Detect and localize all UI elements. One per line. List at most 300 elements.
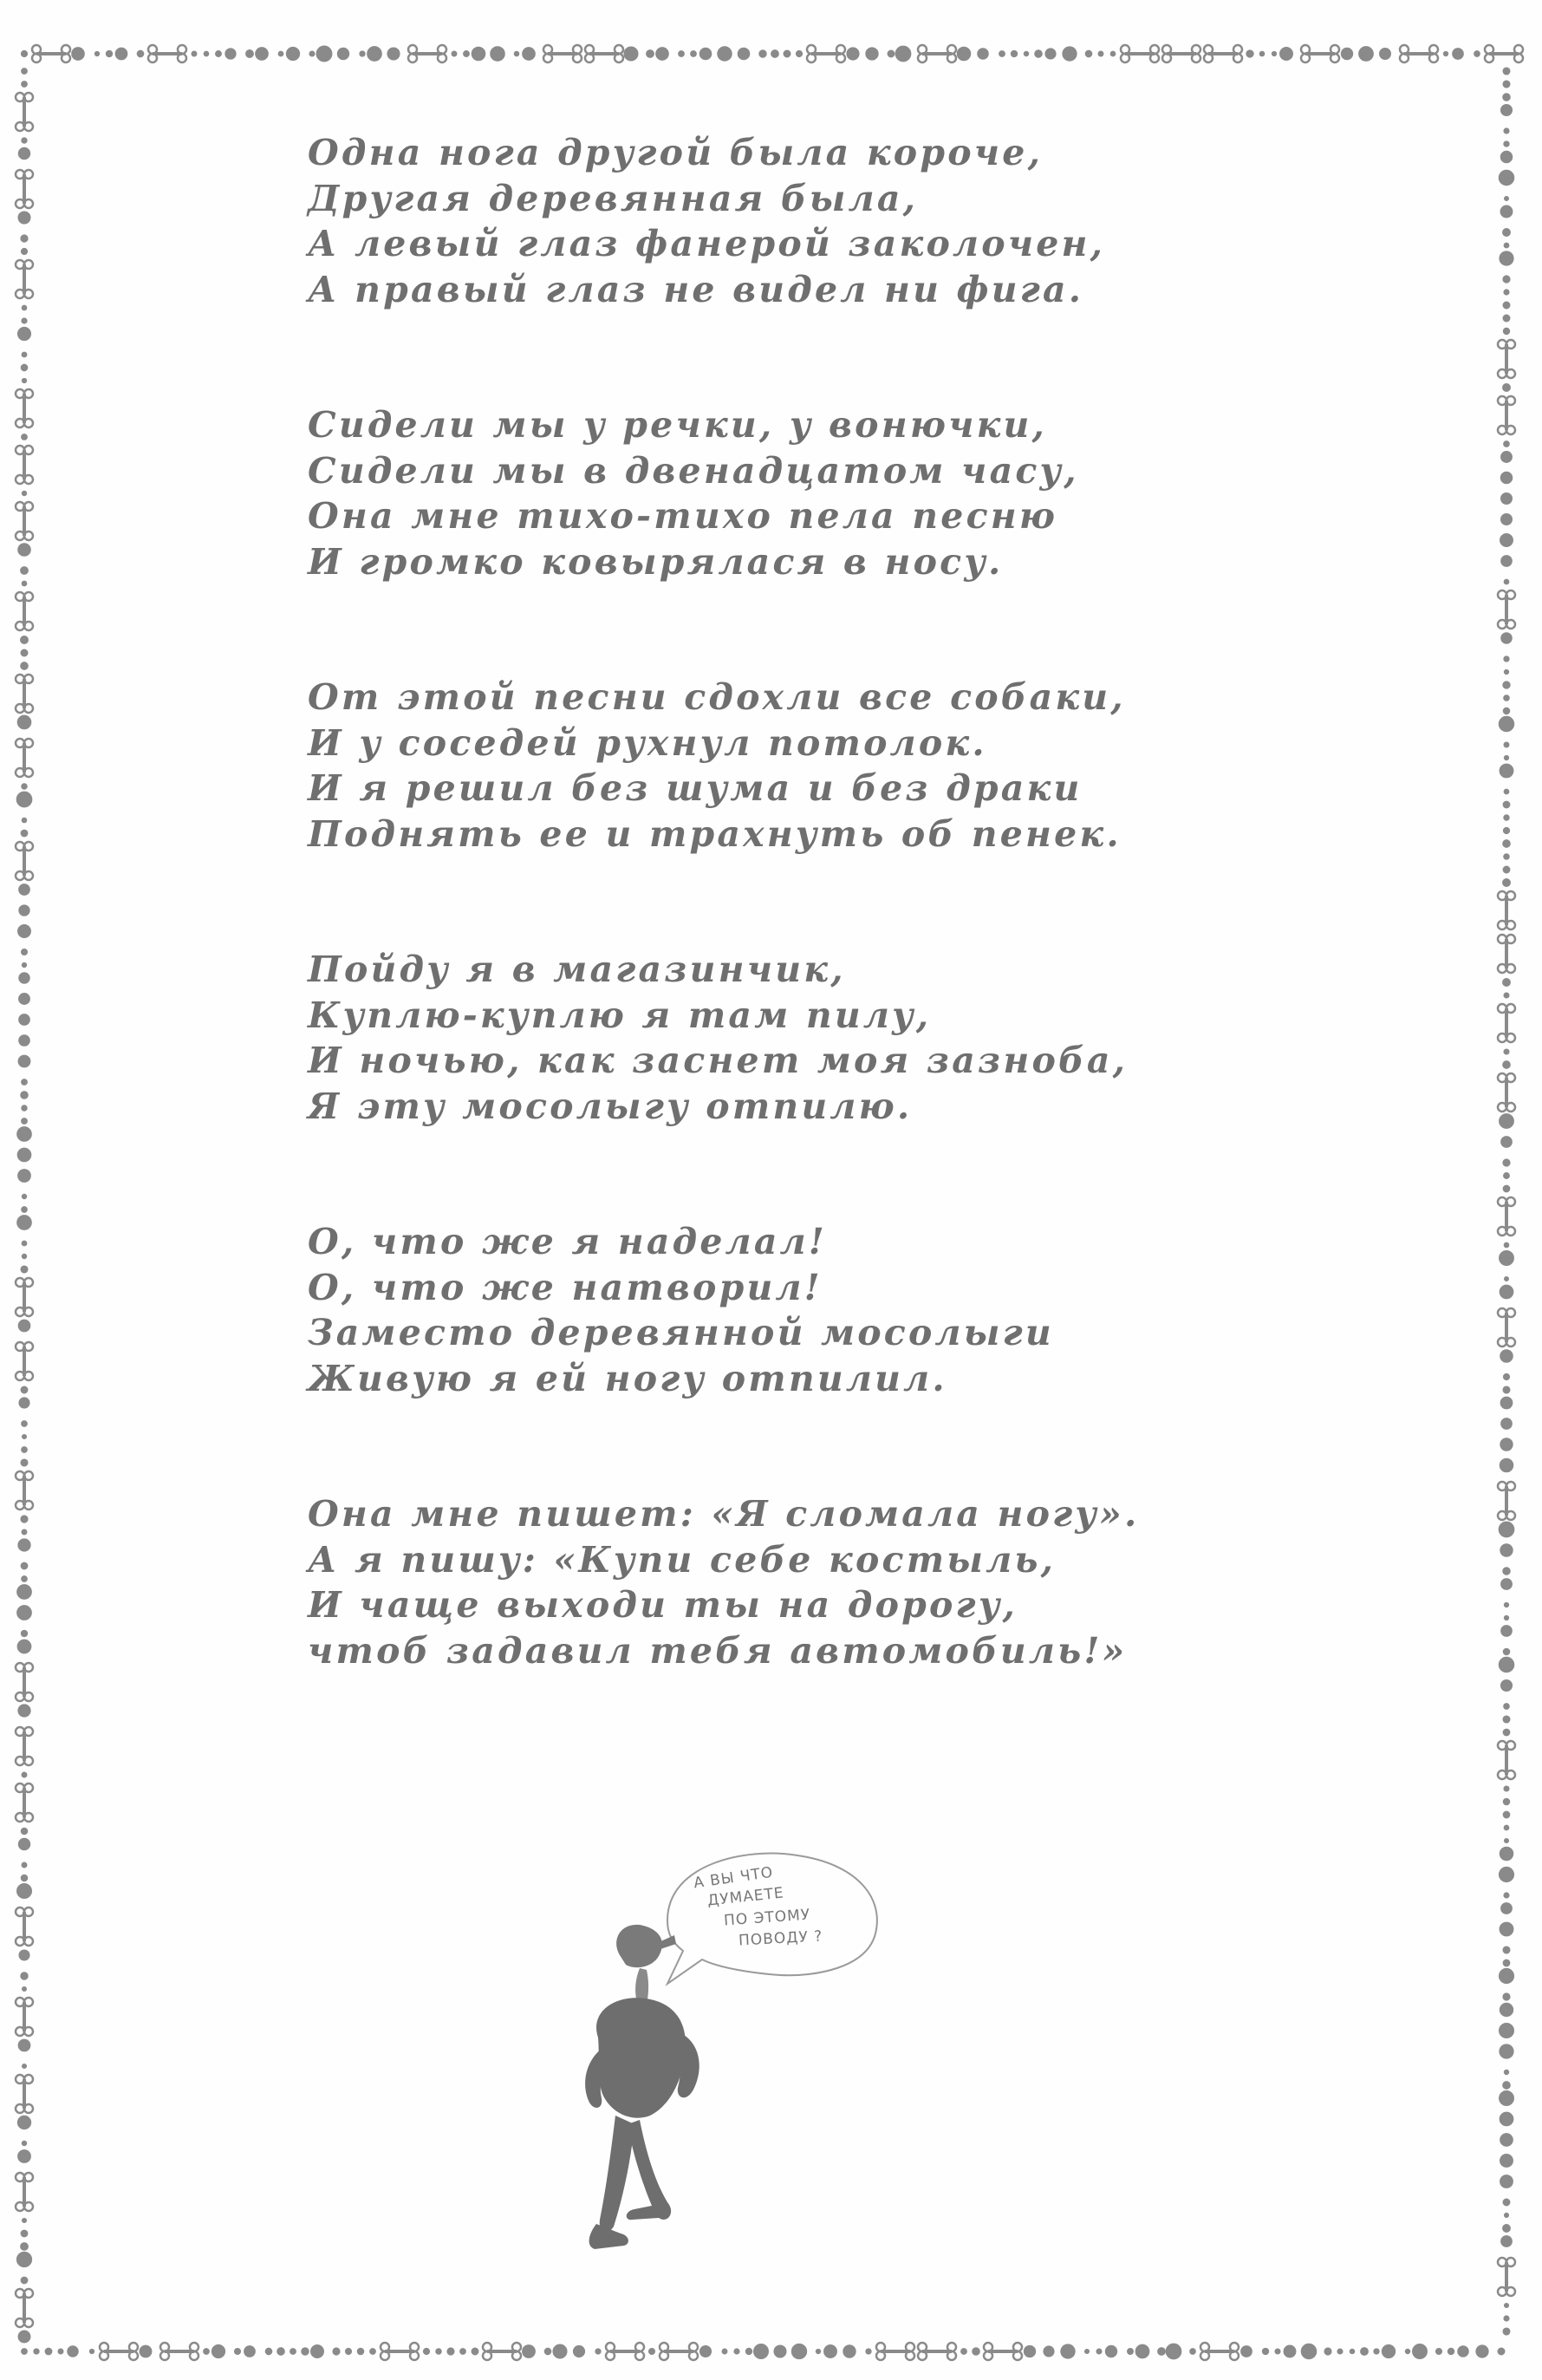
border-dot	[1503, 315, 1510, 322]
border-dot	[1096, 2349, 1102, 2354]
border-dot	[16, 1883, 31, 1898]
border-dot	[246, 50, 254, 58]
border-dot	[1503, 1959, 1510, 1966]
border-dot	[1503, 866, 1510, 873]
border-dot	[1361, 2348, 1369, 2356]
figure-head	[616, 1925, 662, 1967]
border-dot	[22, 818, 27, 823]
border-dot	[1500, 1847, 1513, 1860]
poem-line: Живую я ей ногу отпилил.	[308, 1357, 947, 1399]
poem-line: От этой песни сдохли все собаки,	[308, 676, 1126, 718]
border-dot	[22, 378, 26, 382]
border-dot	[94, 51, 99, 55]
border-dot	[21, 636, 29, 644]
border-bone	[1498, 2258, 1515, 2296]
border-dot	[895, 46, 911, 62]
border-dot	[18, 925, 31, 938]
border-dot	[1500, 1397, 1513, 1409]
border-dot	[21, 830, 28, 837]
border-dot	[1503, 384, 1511, 392]
speech-bubble-line: ДУМАЕТЕ	[706, 1884, 785, 1910]
border-dot	[22, 1207, 28, 1213]
border-bone	[408, 45, 446, 62]
border-dot	[1135, 2344, 1149, 2358]
border-dot	[1499, 1657, 1514, 1673]
border-dot	[1085, 50, 1092, 57]
border-dot	[302, 2348, 309, 2356]
stanza-4	[308, 947, 1261, 1129]
border-dot	[824, 2345, 837, 2358]
figure-leg-right	[627, 2120, 671, 2220]
border-bone	[16, 1342, 33, 1380]
border-dot	[18, 1170, 31, 1183]
border-bone	[16, 2289, 33, 2327]
border-dot	[17, 715, 31, 729]
border-bone	[1485, 45, 1523, 62]
border-dot	[1501, 1626, 1513, 1637]
border-dot	[17, 1585, 32, 1600]
border-dot	[19, 1035, 30, 1047]
border-dot	[34, 2349, 39, 2354]
border-dot	[22, 2349, 28, 2355]
border-dot	[523, 2345, 536, 2358]
border-dot	[256, 48, 269, 61]
border-dot	[1443, 51, 1448, 55]
border-dot	[1501, 2236, 1513, 2247]
border-bone	[148, 45, 186, 62]
border-dot	[1501, 493, 1513, 505]
border-dot	[573, 2345, 584, 2357]
border-dot	[1435, 2348, 1441, 2354]
border-dot	[978, 49, 989, 60]
border-dot	[1501, 1903, 1513, 1914]
border-dot	[1503, 1568, 1510, 1575]
border-dot	[1503, 276, 1510, 283]
border-bone	[16, 446, 33, 484]
border-dot	[1500, 472, 1513, 484]
border-dot	[1500, 1438, 1513, 1451]
border-dot	[16, 2252, 31, 2266]
border-dot	[1504, 656, 1509, 662]
border-bone	[16, 592, 33, 630]
border-bone	[1162, 45, 1200, 62]
border-dot	[1503, 328, 1509, 334]
border-dot	[204, 2349, 210, 2355]
border-dot	[1504, 1893, 1509, 1898]
border-dot	[22, 1254, 26, 1258]
poem-line: И ночью, как заснет моя зазноба,	[308, 1040, 1129, 1081]
border-dot	[1503, 840, 1511, 848]
border-dot	[1500, 2091, 1514, 2106]
border-dot	[1259, 51, 1265, 56]
border-dot	[1241, 2346, 1252, 2357]
border-dot	[718, 47, 732, 61]
border-dot	[21, 2243, 29, 2251]
border-dot	[277, 2348, 285, 2356]
border-dot	[523, 48, 536, 61]
border-dot	[679, 51, 685, 57]
border-dot	[16, 792, 32, 807]
border-dot	[19, 884, 30, 896]
border-bone	[16, 2173, 33, 2211]
border-dot	[1024, 2345, 1035, 2357]
border-dot	[774, 2345, 786, 2357]
border-dot	[734, 2349, 739, 2354]
border-dot	[699, 2345, 711, 2357]
border-dot	[1500, 764, 1513, 778]
stanza-3	[308, 675, 1261, 857]
border-dot	[22, 2141, 26, 2145]
border-dot	[491, 47, 505, 62]
border-bone	[16, 389, 33, 427]
border-dot	[722, 2349, 727, 2354]
border-dot	[1503, 2225, 1511, 2233]
border-dot	[17, 1127, 32, 1142]
border-dot	[1501, 633, 1513, 644]
border-dot	[311, 2345, 324, 2358]
border-dot	[22, 434, 28, 440]
border-bone	[1498, 935, 1515, 973]
border-dot	[234, 2348, 240, 2354]
border-dot	[19, 994, 30, 1005]
border-dot	[595, 2349, 601, 2354]
border-dot	[1504, 1704, 1510, 1710]
border-dot	[1499, 170, 1514, 186]
poem-line: Я эту мосолыгу отпилю.	[308, 1085, 913, 1127]
border-dot	[624, 47, 638, 61]
border-dot	[1503, 1159, 1510, 1166]
border-dot	[21, 235, 28, 242]
border-dot	[18, 2150, 31, 2163]
border-dot	[1128, 2349, 1134, 2355]
border-dot	[18, 147, 29, 159]
border-dot	[216, 51, 222, 57]
border-dot	[791, 2344, 806, 2358]
stanza-5	[308, 1219, 1261, 1401]
border-dot	[22, 1241, 27, 1246]
border-dot	[72, 48, 85, 61]
border-dot	[1500, 1679, 1512, 1691]
poem-line: Поднять ее и трахнуть об пенек.	[308, 812, 1122, 855]
border-dot	[18, 212, 30, 224]
border-dot	[1500, 1285, 1513, 1299]
border-dot	[1503, 302, 1510, 309]
border-dot	[423, 2348, 429, 2354]
border-dot	[1280, 48, 1293, 61]
border-dot	[699, 48, 712, 60]
border-dot	[21, 1516, 28, 1523]
poem-line: Сидели мы в двенадцатом часу,	[308, 449, 1079, 492]
border-dot	[1503, 827, 1509, 833]
border-dot	[1413, 2344, 1428, 2359]
border-dot	[21, 248, 27, 254]
border-dot	[544, 2348, 551, 2355]
border-dot	[1272, 51, 1276, 55]
border-dot	[1500, 2112, 1513, 2126]
poem-line: Она мне тихо-тихо пела песню	[308, 495, 1058, 537]
border-dot	[1504, 243, 1509, 248]
border-dot	[784, 50, 791, 57]
border-dot	[1504, 695, 1510, 701]
border-dot	[1500, 2175, 1513, 2188]
border-dot	[436, 2349, 442, 2355]
border-dot	[21, 1630, 27, 1636]
border-bone	[16, 842, 33, 880]
border-dot	[21, 1562, 28, 1569]
border-dot	[18, 1539, 30, 1551]
border-bone	[16, 170, 33, 208]
border-dot	[140, 2345, 152, 2357]
border-dot	[1499, 1867, 1513, 1881]
border-dot	[1063, 47, 1077, 61]
border-dot	[1503, 979, 1511, 987]
border-dot	[1504, 815, 1509, 820]
poem-line: А я пишу: «Купи себе костыль,	[308, 1538, 1057, 1581]
border-dot	[1503, 1946, 1510, 1953]
border-dot	[345, 2348, 351, 2354]
border-dot	[22, 82, 28, 88]
poem-line: О, что же я наделал!	[308, 1221, 828, 1262]
border-dot	[1504, 1602, 1508, 1607]
speech-bubble-line: ПОВОДУ ?	[738, 1927, 823, 1950]
border-dot	[1504, 669, 1508, 674]
border-dot	[22, 1118, 28, 1125]
border-dot	[21, 567, 29, 575]
border-dot	[1504, 1786, 1509, 1791]
border-dot	[1499, 2023, 1513, 2038]
border-dot	[1504, 1242, 1509, 1248]
border-dot	[1324, 2348, 1331, 2355]
poem	[308, 130, 1261, 1764]
border-bone	[807, 45, 845, 62]
border-dot	[1504, 128, 1509, 134]
border-dot	[22, 784, 27, 789]
border-dot	[973, 2348, 980, 2356]
border-dot	[1166, 2344, 1181, 2359]
stanza-6	[308, 1491, 1261, 1673]
border-dot	[771, 50, 779, 58]
border-dot	[18, 1320, 30, 1332]
border-dot	[19, 1950, 29, 1960]
border-bone	[918, 45, 956, 62]
border-dot	[1500, 1922, 1513, 1936]
border-dot	[19, 905, 29, 916]
border-dot	[1359, 47, 1374, 62]
border-dot	[309, 51, 315, 56]
border-bone	[1204, 45, 1242, 62]
border-dot	[1504, 2070, 1508, 2074]
border-dot	[1246, 50, 1253, 57]
cartoon-figure-drawing	[537, 1838, 901, 2324]
border-bone	[606, 2343, 644, 2360]
border-dot	[647, 50, 654, 58]
border-dot	[22, 1105, 27, 1111]
border-dot	[1501, 1579, 1513, 1590]
cartoon-illustration	[537, 1838, 901, 2324]
border-dot	[999, 51, 1005, 57]
border-dot	[22, 1434, 26, 1438]
border-dot	[192, 51, 197, 56]
border-dot	[1503, 1993, 1510, 2000]
border-dot	[21, 1972, 28, 1979]
border-bone	[1121, 45, 1159, 62]
border-dot	[1503, 707, 1510, 714]
border-dot	[1500, 1350, 1513, 1363]
border-dot	[656, 48, 669, 61]
border-dot	[1500, 151, 1512, 162]
border-bone	[1200, 2343, 1239, 2360]
border-dot	[759, 50, 766, 57]
border-dot	[1503, 68, 1510, 75]
border-dot	[472, 2348, 478, 2355]
border-dot	[472, 47, 485, 61]
border-bone	[16, 1783, 33, 1822]
border-dot	[21, 1459, 28, 1466]
border-dot	[1503, 81, 1510, 88]
border-dot	[22, 2218, 26, 2222]
border-dot	[22, 581, 27, 586]
poem-line: Она мне пишет: «Я сломала ногу».	[308, 1493, 1140, 1535]
border-dot	[1504, 1825, 1509, 1830]
border-bone	[585, 45, 623, 62]
border-dot	[21, 364, 28, 371]
border-bone	[543, 45, 582, 62]
border-dot	[1380, 49, 1391, 60]
border-dot	[1458, 2346, 1469, 2357]
border-dot	[115, 48, 127, 60]
border-dot	[211, 2344, 224, 2357]
border-dot	[745, 2348, 751, 2354]
border-dot	[1504, 742, 1509, 747]
border-dot	[1499, 716, 1513, 731]
border-dot	[648, 2348, 654, 2354]
border-bone	[16, 1278, 33, 1316]
border-dot	[21, 649, 28, 656]
border-dot	[316, 46, 332, 62]
border-bone	[16, 675, 33, 713]
border-dot	[21, 1386, 28, 1393]
border-bone	[1498, 340, 1515, 378]
border-dot	[514, 51, 519, 56]
border-dot	[68, 2346, 78, 2357]
border-dot	[18, 2331, 30, 2343]
border-dot	[1504, 2316, 1509, 2321]
border-dot	[1504, 1173, 1510, 1179]
border-dot	[22, 1986, 26, 1991]
border-dot	[1503, 879, 1511, 887]
stanza-2	[308, 402, 1261, 584]
border-dot	[460, 2349, 466, 2355]
border-dot	[21, 662, 29, 670]
border-bone	[16, 93, 33, 131]
border-dot	[18, 1838, 29, 1849]
border-dot	[21, 2277, 28, 2284]
border-dot	[1045, 49, 1056, 59]
border-dot	[17, 1640, 31, 1653]
border-dot	[1500, 2003, 1513, 2016]
border-bone	[483, 2343, 521, 2360]
border-bone	[16, 260, 33, 298]
border-dot	[1500, 1114, 1514, 1129]
border-bone	[1498, 1004, 1515, 1042]
border-dot	[1500, 251, 1513, 265]
border-dot	[225, 49, 236, 59]
border-dot	[754, 2344, 769, 2359]
border-dot	[1500, 1251, 1514, 1266]
border-dot	[1504, 1049, 1509, 1054]
border-dot	[265, 2348, 272, 2355]
border-dot	[19, 973, 29, 983]
border-dot	[1341, 48, 1352, 59]
border-dot	[22, 138, 27, 143]
border-dot	[464, 51, 470, 57]
border-dot	[1503, 1648, 1510, 1655]
border-dot	[22, 1772, 27, 1777]
stanza-1	[308, 130, 1261, 312]
border-dot	[1474, 51, 1480, 57]
border-bone	[1400, 45, 1438, 62]
poem-line: Одна нога другой была короче,	[308, 132, 1044, 173]
poem-line: А левый глаз фанерой заколочен,	[308, 223, 1106, 264]
border-dot	[1504, 1615, 1508, 1620]
border-dot	[1105, 2345, 1116, 2357]
border-dot	[370, 2349, 376, 2355]
border-dot	[1098, 51, 1103, 56]
border-dot	[1503, 1811, 1510, 1818]
border-dot	[1284, 2345, 1296, 2357]
border-dot	[1044, 2346, 1054, 2357]
border-bone	[1498, 396, 1515, 434]
border-dot	[1011, 50, 1017, 56]
poem-line: Пойду я в магазинчик,	[308, 949, 846, 990]
border-dot	[1503, 2082, 1511, 2090]
border-dot	[1503, 1061, 1511, 1069]
border-bone	[1498, 1308, 1515, 1346]
border-bone	[16, 2075, 33, 2113]
border-dot	[1500, 513, 1512, 525]
border-dot	[1504, 755, 1508, 760]
border-dot	[1503, 2199, 1510, 2206]
border-bone	[1498, 1197, 1515, 1236]
border-bone	[876, 2343, 914, 2360]
border-dot	[1504, 1276, 1508, 1281]
border-bone	[16, 502, 33, 540]
border-bone	[32, 45, 70, 62]
border-dot	[21, 1266, 28, 1273]
border-dot	[1448, 2348, 1454, 2354]
border-dot	[333, 2348, 340, 2355]
border-dot	[1405, 2349, 1409, 2353]
border-dot	[290, 2349, 296, 2355]
border-dot	[89, 2349, 94, 2353]
border-dot	[45, 2348, 52, 2355]
border-dot	[843, 2345, 856, 2357]
border-dot	[17, 1216, 32, 1230]
border-dot	[1504, 196, 1508, 200]
border-dot	[1501, 452, 1513, 463]
border-bone	[381, 2343, 419, 2360]
border-dot	[22, 2064, 26, 2068]
border-dot	[738, 48, 750, 60]
border-bone	[660, 2343, 698, 2360]
border-dot	[21, 2230, 28, 2237]
poem-line: чтоб задавил тебя автомобиль!»	[308, 1629, 1128, 1672]
border-dot	[447, 2348, 454, 2355]
border-dot	[1501, 1418, 1513, 1430]
border-bone	[16, 1907, 33, 1946]
border-dot	[17, 327, 30, 340]
poem-line: Заместо деревянной мосолыги	[308, 1312, 1054, 1353]
